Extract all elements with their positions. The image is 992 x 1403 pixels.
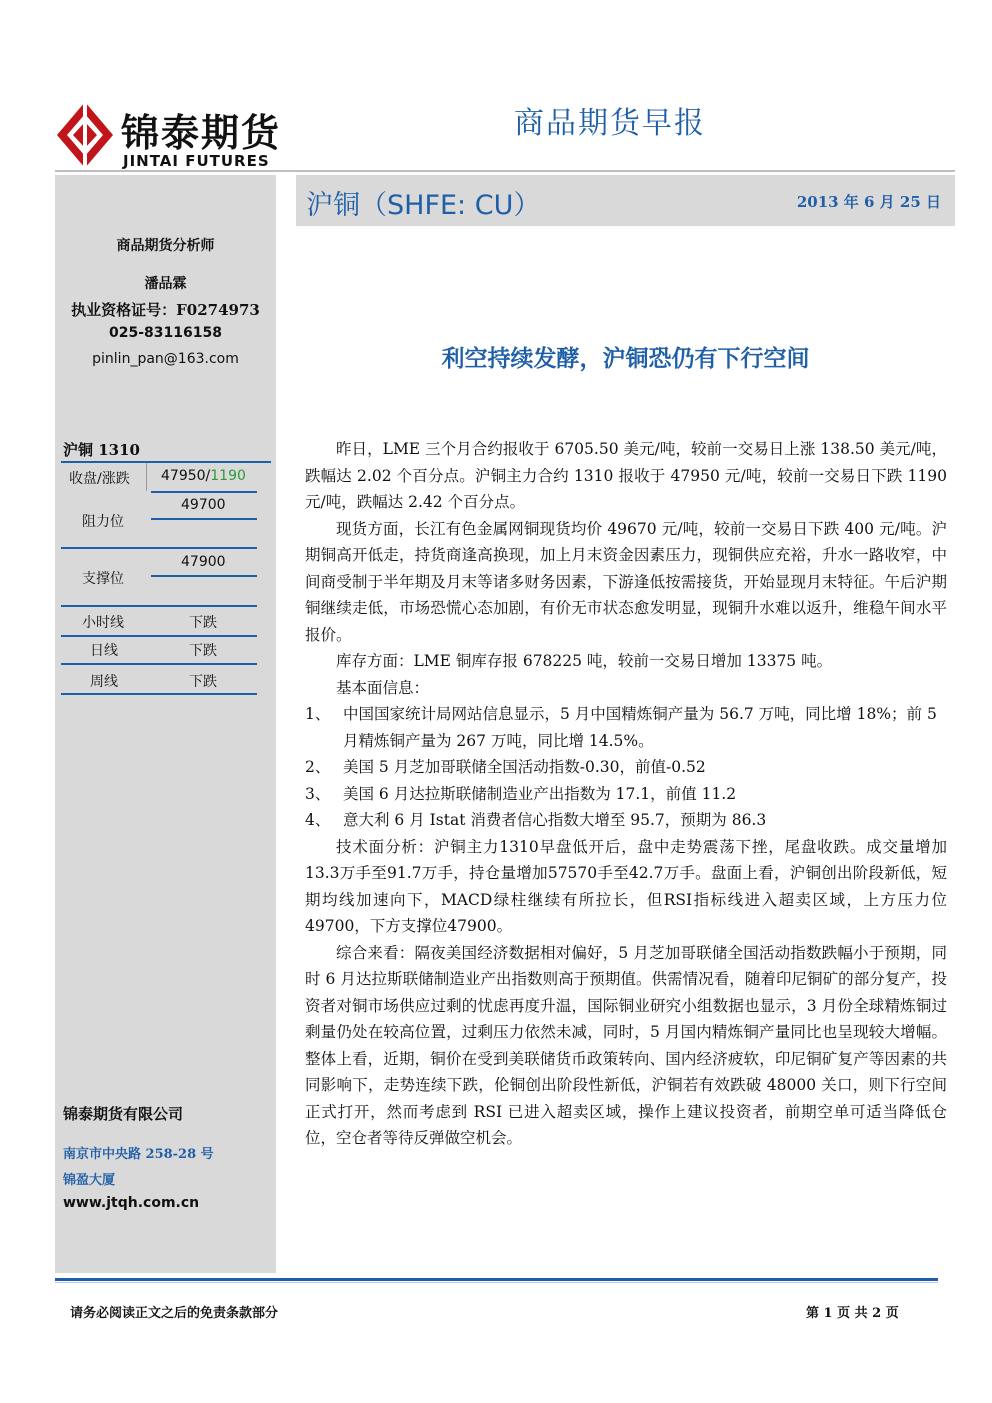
footer-divider bbox=[55, 1278, 938, 1281]
headline: 利空持续发酵，沪铜恐仍有下行空间 bbox=[441, 346, 810, 372]
analyst-title: 商品期货分析师 bbox=[116, 238, 215, 254]
paragraph-technical: 技术面分析：沪铜主力1310早盘低开后，盘中走势震荡下挫，尾盘收跌。成交量增加13.3万手至91.7万手，持仓量增加57570手至42.7万手。盘面上看，沪铜创出阶段新低，短期均线加速向下，MACD绿柱继续有所拉长，但RSI指标线进入超卖区域，上方压力位49700，下方支撑位47900。 bbox=[305, 837, 947, 935]
company-name: 锦泰期货有限公司 bbox=[63, 1105, 184, 1123]
list-item bbox=[305, 807, 947, 834]
page-number: 第 1 页 共 2 页 bbox=[806, 1306, 899, 1321]
footer-disclaimer: 请务必阅读正文之后的免责条款部分 bbox=[70, 1306, 279, 1321]
support-label: 支撑位 bbox=[82, 571, 124, 587]
trend-hourly-value: 下跌 bbox=[189, 615, 217, 631]
list-item bbox=[305, 781, 947, 808]
list-item-number: 2、 bbox=[305, 758, 331, 776]
company-address-line1: 南京市中央路 258-28 号 bbox=[63, 1147, 214, 1162]
report-body bbox=[305, 436, 947, 1152]
list-item-text: 中国国家统计局网站信息显示，5 月中国精炼铜产量为 56.7 万吨，同比增 18%；前 5 月精炼铜产量为 267 万吨，同比增 14.5%。 bbox=[343, 705, 937, 750]
analyst-phone: 025-83116158 bbox=[109, 325, 222, 341]
list-item-number: 1、 bbox=[305, 705, 331, 723]
list-item-number: 3、 bbox=[305, 784, 331, 803]
row-divider bbox=[61, 547, 257, 549]
paragraph-market: 昨日，LME 三个月合约报收于 6705.50 美元/吨，较前一交易日上涨 138.50 美元/吨，跌幅达 2.02 个百分点。沪铜主力合约 1310 报收于 47950 元/吨，较前一交易日下跌 1190 元/吨，跌幅达 2.42 个百分点。 bbox=[305, 440, 947, 511]
list-item bbox=[305, 754, 947, 781]
list-item-text: 美国 6 月达拉斯联储制造业产出指数为 17.1，前值 11.2 bbox=[343, 784, 737, 803]
close-value bbox=[161, 468, 246, 484]
trend-daily-label: 日线 bbox=[90, 643, 118, 659]
footer-divider-thin bbox=[55, 1282, 938, 1283]
row-divider bbox=[151, 491, 257, 493]
row-divider bbox=[61, 635, 257, 637]
row-divider bbox=[61, 663, 257, 665]
paragraph-spot: 现货方面，长江有色金属网铜现货均价 49670 元/吨，较前一交易日下跌 400 元/吨。沪期铜高开低走，持货商逢高换现，加上月末资金因素压力，现铜供应充裕，升水一路收窄，中间商受制于半年期及月末等诸多财务因素，下游逢低按需接货，开始显现月末特征。午后沪期铜继续走低，市场恐慌心态加剧，有价无市状态愈发明显，现铜升水难以返升，维稳午间水平报价。 bbox=[305, 519, 947, 644]
list-item-text: 意大利 6 月 Istat 消费者信心指数大增至 95.7，预期为 86.3 bbox=[343, 811, 767, 829]
header-divider bbox=[55, 170, 955, 172]
paragraph-fundamentals-heading: 基本面信息： bbox=[336, 678, 430, 697]
report-title: 商品期货早报 bbox=[514, 106, 706, 141]
close-price: 47950/ bbox=[161, 468, 211, 484]
list-item-text: 美国 5 月芝加哥联储全国活动指数-0.30，前值-0.52 bbox=[343, 758, 706, 776]
trend-weekly-label: 周线 bbox=[90, 674, 118, 690]
analyst-certificate: 执业资格证号：F0274973 bbox=[71, 301, 260, 319]
row-divider bbox=[151, 575, 257, 577]
company-logo bbox=[55, 100, 282, 172]
support-value: 47900 bbox=[181, 554, 226, 570]
logo-chinese-name: 锦泰期货 bbox=[121, 111, 282, 155]
resistance-label: 阻力位 bbox=[82, 514, 124, 530]
section-title: 沪铜（SHFE: CU） bbox=[306, 190, 541, 221]
resistance-value: 49700 bbox=[181, 497, 226, 513]
analyst-name: 潘品霖 bbox=[144, 276, 187, 292]
close-label: 收盘/涨跌 bbox=[69, 471, 130, 487]
trend-weekly-value: 下跌 bbox=[189, 674, 217, 690]
list-item-number: 4、 bbox=[305, 811, 331, 829]
row-divider bbox=[151, 518, 257, 520]
contract-label: 沪铜 1310 bbox=[63, 441, 140, 459]
row-divider bbox=[61, 605, 257, 607]
logo-english-name: JINTAI FUTURES bbox=[123, 152, 270, 170]
report-date: 2013 年 6 月 25 日 bbox=[796, 193, 941, 211]
row-divider bbox=[61, 693, 257, 695]
company-website[interactable]: www.jtqh.com.cn bbox=[63, 1195, 200, 1211]
change-value: 1190 bbox=[210, 468, 246, 484]
list-item bbox=[305, 701, 947, 754]
column-divider bbox=[146, 463, 147, 491]
paragraph-summary: 综合来看：隔夜美国经济数据相对偏好，5 月芝加哥联储全国活动指数跌幅小于预期，同时 6 月达拉斯联储制造业产出指数则高于预期值。供需情况看，随着印尼铜矿的部分复产，投资者对铜市场供应过剩的忧虑再度升温，国际铜业研究小组数据也显示，3 月份全球精炼铜过剩量仍处在较高位置，过剩压力依然未减，同时，5 月国内精炼铜产量同比也呈现较大增幅。整体上看，近期，铜价在受到美联储货币政策转向、国内经济疲软，印尼铜矿复产等因素的共同影响下，走势连续下跌，伦铜创出阶段性新低，沪铜若有效跌破 48000 关口，则下行空间正式打开，然而考虑到 RSI 已进入超卖区域，操作上建议投资者，前期空单可适当降低仓位，空仓者等待反弹做空机会。 bbox=[305, 943, 947, 1147]
sidebar bbox=[55, 175, 276, 1273]
section-bar bbox=[296, 175, 955, 226]
paragraph-inventory: 库存方面：LME 铜库存报 678225 吨，较前一交易日增加 13375 吨。 bbox=[336, 652, 833, 670]
company-address-line2: 锦盈大厦 bbox=[63, 1173, 116, 1188]
contract-divider bbox=[61, 461, 271, 463]
analyst-email[interactable]: pinlin_pan@163.com bbox=[92, 351, 239, 367]
trend-hourly-label: 小时线 bbox=[82, 615, 124, 631]
logo-emblem-icon bbox=[55, 100, 115, 170]
trend-daily-value: 下跌 bbox=[189, 643, 217, 659]
